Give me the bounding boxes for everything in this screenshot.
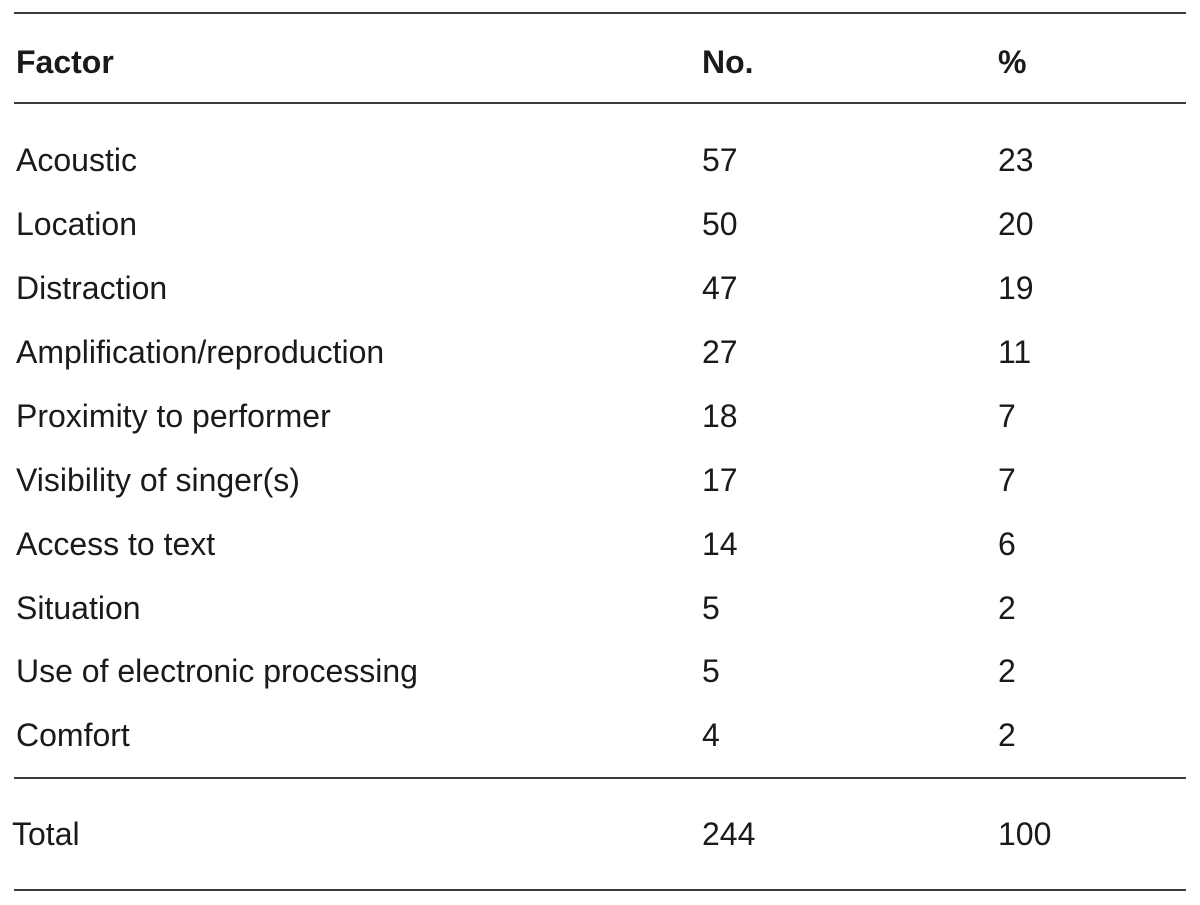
table-row [0,266,1200,310]
row-no: 50 [702,206,738,242]
total-label: Total [12,816,80,852]
row-percent: 19 [998,270,1034,306]
row-percent: 2 [998,590,1016,626]
row-percent: 11 [998,334,1032,370]
table-row [0,458,1200,502]
row-percent: 2 [998,653,1016,689]
row-no: 17 [702,462,738,498]
row-no: 18 [702,398,738,434]
row-no: 14 [702,526,738,562]
row-percent: 7 [998,398,1016,434]
row-percent: 7 [998,462,1016,498]
table-top-rule [14,12,1186,14]
row-no: 27 [702,334,738,370]
table-row [0,713,1200,757]
row-factor: Comfort [16,717,130,753]
table-row [0,138,1200,182]
table-row [0,522,1200,566]
row-no: 4 [702,717,720,753]
row-percent: 6 [998,526,1016,562]
row-factor: Acoustic [16,142,137,178]
table-row [0,649,1200,693]
row-percent: 20 [998,206,1034,242]
row-factor: Access to text [16,526,216,562]
table-row [0,586,1200,630]
header-percent: % [998,44,1027,80]
header-no: No. [702,44,754,80]
row-factor: Proximity to performer [16,398,331,434]
row-factor: Distraction [16,270,168,306]
row-no: 5 [702,590,720,626]
row-no: 47 [702,270,738,306]
table-header-rule [14,102,1186,104]
row-factor: Location [16,206,137,242]
header-factor: Factor [16,44,114,80]
table-total-row [0,812,1200,856]
table-row [0,394,1200,438]
table-row [0,330,1200,374]
table-row [0,202,1200,246]
row-factor: Amplification/reproduction [16,334,385,370]
row-percent: 23 [998,142,1034,178]
row-factor: Use of electronic processing [16,653,418,689]
row-factor: Visibility of singer(s) [16,462,300,498]
row-percent: 2 [998,717,1016,753]
table-bottom-rule [14,889,1186,891]
table-header-row [0,40,1200,84]
total-percent: 100 [998,816,1052,852]
row-no: 57 [702,142,738,178]
total-no: 244 [702,816,756,852]
row-factor: Situation [16,590,141,626]
row-no: 5 [702,653,720,689]
table-total-rule [14,777,1186,779]
